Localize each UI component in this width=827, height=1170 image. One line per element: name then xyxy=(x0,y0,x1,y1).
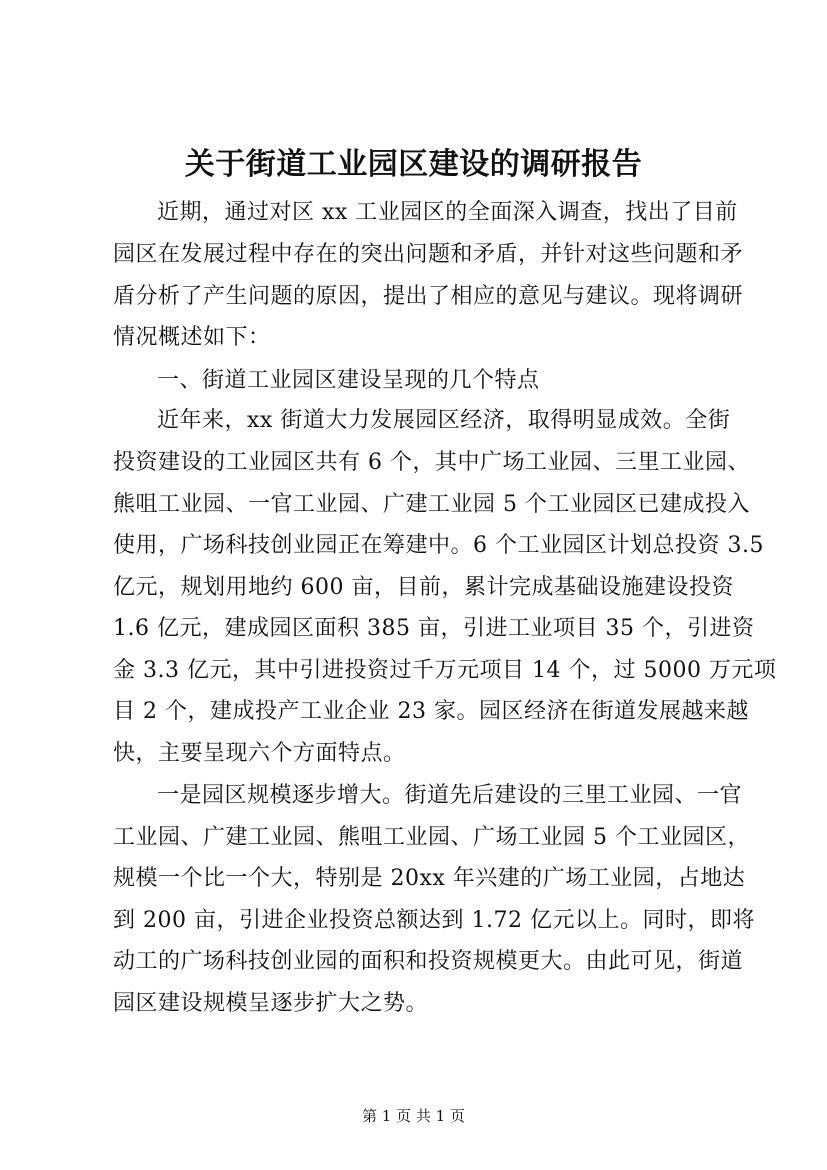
paragraph-line: 到 200 亩，引进企业投资总额达到 1.72 亿元以上。同时，即将 xyxy=(113,908,755,933)
paragraph-line: 目 2 个，建成投产工业企业 23 家。园区经济在街道发展越来越 xyxy=(113,699,749,724)
document-title: 关于街道工业园区建设的调研报告 xyxy=(184,147,643,182)
page-footer: 第 1 页 共 1 页 xyxy=(362,1107,465,1125)
paragraph-line: 投资建设的工业园区共有 6 个，其中广场工业园、三里工业园、 xyxy=(113,450,750,475)
paragraph-line: 动工的广场科技创业园的面积和投资规模更大。由此可见，街道 xyxy=(113,949,744,974)
paragraph-line: 快，主要呈现六个方面特点。 xyxy=(113,741,406,766)
paragraph-line: 一是园区规模逐步增大。街道先后建设的三里工业园、一官 xyxy=(157,783,743,808)
paragraph-line: 规模一个比一个大，特别是 20xx 年兴建的广场工业园，占地达 xyxy=(113,866,746,891)
paragraph-line: 工业园、广建工业园、熊咀工业园、广场工业园 5 个工业园区， xyxy=(113,825,750,850)
paragraph-line: 情况概述如下： xyxy=(113,325,271,350)
paragraph-line: 1.6 亿元，建成园区面积 385 亩，引进工业项目 35 个，引进资 xyxy=(113,616,755,641)
paragraph-line: 使用，广场科技创业园正在筹建中。6 个工业园区计划总投资 3.5 xyxy=(113,533,764,558)
section-heading: 一、街道工业园区建设呈现的几个特点 xyxy=(157,368,540,393)
paragraph-line: 近年来，xx 街道大力发展园区经济，取得明显成效。全街 xyxy=(157,408,731,433)
paragraph-line: 园区在发展过程中存在的突出问题和矛盾，并针对这些问题和矛 xyxy=(113,242,744,267)
paragraph-line: 熊咀工业园、一官工业园、广建工业园 5 个工业园区已建成投入 xyxy=(113,492,750,517)
paragraph-line: 金 3.3 亿元，其中引进投资过千万元项目 14 个，过 5000 万元项 xyxy=(113,658,777,683)
paragraph-line: 盾分析了产生问题的原因，提出了相应的意见与建议。现将调研 xyxy=(113,284,744,309)
paragraph-line: 园区建设规模呈逐步扩大之势。 xyxy=(113,991,429,1016)
paragraph-line: 亿元，规划用地约 600 亩，目前，累计完成基础设施建设投资 xyxy=(113,575,734,600)
paragraph-line: 近期，通过对区 xx 工业园区的全面深入调查，找出了目前 xyxy=(157,200,738,225)
